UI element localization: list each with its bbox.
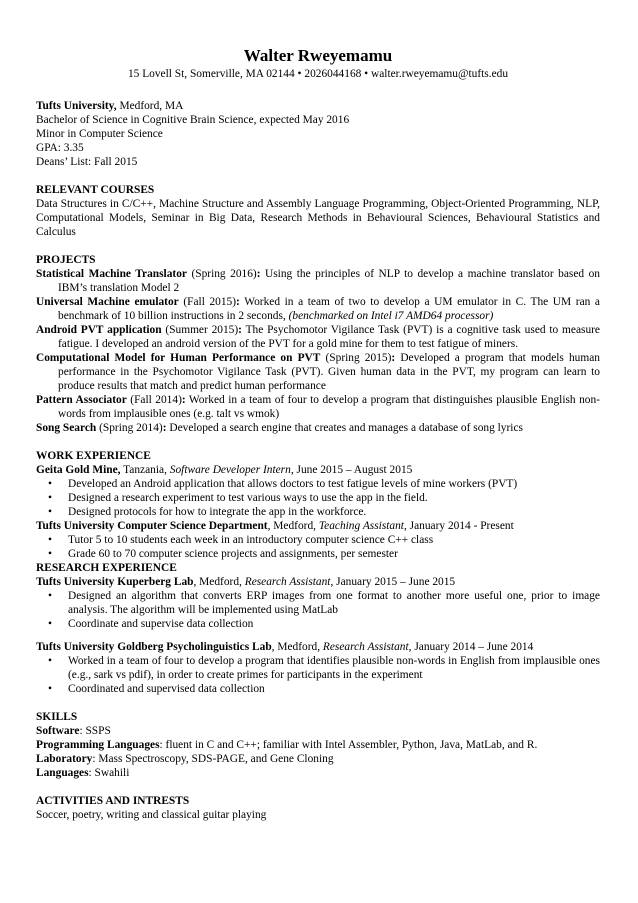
contact-line: 15 Lovell St, Somerville, MA 02144 • 2026044168 • walter.rweyemamu@tufts.edu	[127, 68, 509, 80]
skill-label: Programming Languages	[36, 739, 160, 751]
skill-line	[36, 766, 600, 780]
school-line	[36, 99, 600, 113]
bullet-mark: •	[48, 492, 52, 504]
school-name: Tufts University,	[36, 100, 117, 112]
job-heading	[36, 640, 600, 654]
project-desc: Worked in a team of two to develop a UM emulator in C. The UM ran a benchmark of 10 billion instructions in 2 seconds,	[58, 296, 600, 322]
minor-line: Minor in Computer Science	[36, 128, 163, 140]
resume-name: Walter Rweyemamu	[243, 46, 393, 65]
section-title: RELEVANT COURSES	[36, 184, 155, 196]
skill-line	[36, 738, 600, 752]
skill-line	[36, 724, 600, 738]
spacer	[36, 631, 600, 640]
section-title: ACTIVITIES AND INTRESTS	[36, 795, 190, 807]
project-date: (Spring 2015)	[320, 352, 392, 364]
bullet-text: Developed an Android application that allows doctors to test fatigue levels of mine workers (PVT)	[68, 478, 518, 490]
projects-section	[36, 253, 600, 435]
project-colon: :	[162, 422, 167, 434]
project-colon: :	[236, 296, 240, 308]
job-bullets	[36, 533, 600, 561]
project-name: Universal Machine emulator	[36, 296, 179, 308]
bullet-text: Grade 60 to 70 computer science projects and assignments, per semester	[68, 548, 398, 560]
skill-line	[36, 752, 600, 766]
project-desc: Worked in a team of four to develop a program that distinguishes plausible English non-words from implausible ones (e.g. talt vs wmok)	[58, 394, 600, 420]
courses-section	[36, 183, 600, 239]
skill-value: : SSPS	[79, 725, 111, 737]
bullet-text: Coordinated and supervised data collection	[68, 683, 265, 695]
job-heading	[36, 519, 600, 533]
skill-label: Software	[36, 725, 80, 737]
section-title: WORK EXPERIENCE	[36, 450, 151, 462]
list-item	[36, 533, 600, 547]
project-date: (Spring 2016)	[186, 268, 257, 280]
job-org: Tufts University Computer Science Department	[36, 520, 268, 532]
project-name: Statistical Machine Translator	[36, 268, 187, 280]
bullet-text: Worked in a team of four to develop a program that identifies plausible non-words in English from implausible ones (e.g., sark vs pdif), in order to create primes for participants in the experiment	[68, 655, 600, 681]
skill-value: : fluent in C and C++; familiar with Intel Assembler, Python, Java, MatLab, and R.	[159, 739, 538, 751]
courses-text: Data Structures in C/C++, Machine Structure and Assembly Language Programming, Object-Oriented Programming, NLP, Computational Models, Seminar in Big Data, Research Methods in Behavioural Sciences, Behavioural Statistics and Calculus	[36, 198, 600, 238]
list-item	[36, 654, 600, 682]
list-item	[36, 547, 600, 561]
project-item	[36, 421, 600, 435]
job-role: Software Developer Intern	[169, 464, 291, 476]
job-heading	[36, 463, 600, 477]
job-place: , Medford,	[271, 641, 323, 653]
list-item	[36, 589, 600, 617]
skill-value: : Swahili	[88, 767, 130, 779]
bullet-text: Coordinate and supervise data collection	[68, 618, 254, 630]
project-date: (Fall 2015)	[178, 296, 237, 308]
list-item	[36, 617, 600, 631]
job-role: Research Assistant	[322, 641, 409, 653]
bullet-mark: •	[48, 655, 52, 667]
project-item	[36, 351, 600, 393]
project-colon: :	[391, 352, 396, 364]
project-item	[36, 393, 600, 421]
project-name: Pattern Associator	[36, 394, 127, 406]
deans-list-line: Deans’ List: Fall 2015	[36, 156, 138, 168]
bullet-text: Designed a research experiment to test various ways to use the app in the field.	[68, 492, 428, 504]
project-item	[36, 323, 600, 351]
work-section	[36, 449, 600, 696]
project-date: (Summer 2015)	[161, 324, 239, 336]
list-item	[36, 505, 600, 519]
bullet-text: Tutor 5 to 10 students each week in an introductory computer science C++ class	[68, 534, 434, 546]
job-place: , Medford,	[267, 520, 319, 532]
job-bullets	[36, 477, 600, 519]
job-dates: , January 2014 – June 2014	[408, 641, 534, 653]
list-item	[36, 477, 600, 491]
bullet-mark: •	[48, 590, 52, 602]
job-heading	[36, 575, 600, 589]
education-section	[36, 99, 600, 169]
project-desc: Using the principles of NLP to develop a machine translator based on IBM’s translation Model 2	[58, 268, 600, 294]
project-item	[36, 295, 600, 323]
job-org: Geita Gold Mine,	[36, 464, 121, 476]
bullet-mark: •	[48, 506, 52, 518]
skill-label: Languages	[36, 767, 89, 779]
job-role: Research Assistant	[244, 576, 331, 588]
list-item	[36, 682, 600, 696]
bullet-mark: •	[48, 618, 52, 630]
degree-line: Bachelor of Science in Cognitive Brain Science, expected May 2016	[36, 114, 350, 126]
project-colon: :	[181, 394, 186, 406]
bullet-mark: •	[48, 683, 52, 695]
project-name: Song Search	[36, 422, 97, 434]
bullet-mark: •	[48, 548, 52, 560]
bullet-text: Designed protocols for how to integrate the app in the workforce.	[68, 506, 367, 518]
project-name: Android PVT application	[36, 324, 162, 336]
job-place: Tanzania,	[120, 464, 170, 476]
section-title: SKILLS	[36, 711, 78, 723]
project-desc: The Psychomotor Vigilance Task (PVT) is a cognitive task used to measure fatigue. I developed an android version of the PVT for a gold mine for them to test fatigue of miners.	[58, 324, 600, 350]
job-role: Teaching Assistant	[318, 520, 404, 532]
school-location: Medford, MA	[116, 100, 184, 112]
job-org: Tufts University Kuperberg Lab	[36, 576, 194, 588]
skills-section	[36, 710, 600, 780]
bullet-text: Designed an algorithm that converts ERP images from one format to another more useful one, prior to image analysis. The algorithm will be implemented using MatLab	[68, 590, 600, 616]
project-item	[36, 267, 600, 295]
job-dates: , June 2015 – August 2015	[290, 464, 413, 476]
activities-text: Soccer, poetry, writing and classical guitar playing	[36, 809, 267, 821]
job-bullets	[36, 589, 600, 631]
skill-label: Laboratory	[36, 753, 93, 765]
job-place: , Medford,	[193, 576, 245, 588]
project-desc: Developed a program that models human performance in the Psychomotor Vigilance Task (PVT). Given human data in the PVT, my program can learn to produce results that match and predict human performance	[58, 352, 600, 392]
section-title: PROJECTS	[36, 254, 96, 266]
project-note: (benchmarked on Intel i7 AMD64 processor)	[288, 310, 494, 322]
job-org: Tufts University Goldberg Psycholinguistics Lab	[36, 641, 272, 653]
job-dates: , January 2015 – June 2015	[330, 576, 456, 588]
project-date: (Spring 2014)	[96, 422, 163, 434]
bullet-mark: •	[48, 478, 52, 490]
bullet-mark: •	[48, 534, 52, 546]
skill-value: : Mass Spectroscopy, SDS-PAGE, and Gene Cloning	[92, 753, 334, 765]
list-item	[36, 491, 600, 505]
activities-section	[36, 794, 600, 822]
project-date: (Fall 2014)	[126, 394, 182, 406]
section-title: RESEARCH EXPERIENCE	[36, 562, 177, 574]
project-name: Computational Model for Human Performance on PVT	[36, 352, 321, 364]
project-colon: :	[256, 268, 261, 280]
gpa-line: GPA: 3.35	[36, 142, 84, 154]
job-bullets	[36, 654, 600, 696]
job-dates: , January 2014 - Present	[403, 520, 514, 532]
project-desc: Developed a search engine that creates and manages a database of song lyrics	[166, 422, 523, 434]
project-colon: :	[238, 324, 242, 336]
